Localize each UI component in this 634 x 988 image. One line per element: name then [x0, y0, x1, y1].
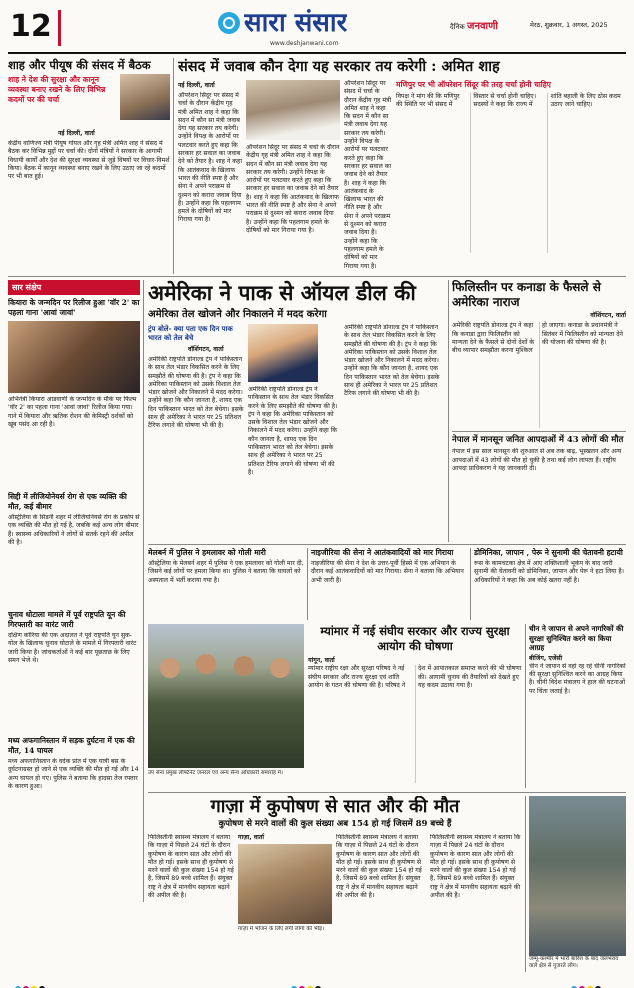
- brief-headline: मध्य अफगानिस्तान में सड़क दुर्घटना में एक की मौत, 14 घायल: [8, 736, 135, 755]
- body: ऑस्ट्रेलिया के मेलबर्न शहर में पुलिस ने एक हमलावर को गोली मार दी, जिसने कई लोगों पर हमला किया था। पुलिस ने बताया कि घायलों को अस्पताल में भर्ती कराया गया है।: [148, 560, 304, 584]
- story-myanmar: [308, 624, 522, 788]
- byline: वॉशिंगटन, वार्ता: [188, 346, 224, 353]
- headline: मेलबर्न में पुलिस ने हमलावर को गोली मारी: [148, 548, 266, 557]
- row-rule: [148, 792, 626, 793]
- subheadline: कुपोषण से मरने वालों की कुल संख्या अब 154 हो गई जिसमें 89 बच्चे हैं: [218, 819, 452, 829]
- nepal-headline: नेपाल में मानसून जनित आपदाओं में 43 लोगों की मौत: [452, 435, 624, 446]
- section-logo-icon: [218, 12, 240, 34]
- body: केंद्रीय वाणिज्य मंत्री पीयूष गोयल और गृह मंत्री अमित शाह ने संसद में बैठक कर विभिन्न मुद्दों पर चर्चा की। दोनों मंत्रियों ने सरकार के आगामी विधायी कार्यों और देश की सुरक्षा व्यवस्था से जुड़े विषयों पर विचार-विमर्श किया। बैठक में कानून व्यवस्था बनाए रखने के लिए उठाए जा रहे कदमों पर भी बात हुई।: [8, 140, 170, 181]
- story-canada-palestine: [452, 280, 626, 542]
- photo-donald-trump: [248, 324, 318, 382]
- story-shah-piyush: [8, 58, 170, 274]
- photo-kiara-advani: [8, 321, 140, 393]
- caption-army: उप सेना प्रमुख लेफ्टिनेंट जनरल एवं अन्य सैन्य अधिकारी समारोह में।: [148, 770, 283, 776]
- story-us-pak-oil: [148, 280, 444, 542]
- print-registration-marks: [0, 974, 634, 988]
- sidebar-briefs: [8, 280, 140, 902]
- body: म्यांमार राष्ट्रीय रक्षा और सुरक्षा परिषद ने नई संघीय सरकार और राज्य सुरक्षा एवं शांति आयोग के गठन की घोषणा की है। परिषद ने देश में आपातकाल समाप्त करने की भी घोषणा की। आगामी चुनाव की तैयारियों को देखते हुए यह कदम उठाया गया है।: [308, 665, 522, 689]
- headline: गाज़ा में कुपोषण से सात और की मौत: [210, 796, 460, 817]
- brand-name: जनवाणी: [467, 21, 498, 32]
- pull-quote: ट्रंप बोले- क्या पता एक दिन पाक भारत को तेल बेचे: [148, 324, 233, 342]
- col-rule: [173, 58, 174, 274]
- caption-flood: जम्मू-कश्मीर में भारी बारिश के बाद जलभराव वाले क्षेत्र से गुजरते लोग।: [529, 956, 619, 969]
- byline: नई दिल्ली, वार्ता: [178, 82, 215, 89]
- brief-body: अभिनेत्री कियारा आडवाणी के जन्मदिन के मौके पर फिल्म 'वॉर 2' का पहला गाना 'आवां जावां' रिलीज किया गया। गाने में कियारा और ऋतिक रोशन की केमिस्ट्री दर्शकों को खूब पसंद आ रही है।: [8, 396, 137, 428]
- photo-flood: [529, 796, 626, 956]
- page-number: 12: [10, 12, 52, 42]
- brief-body: ऑस्ट्रेलिया के सिडनी शहर में लीजियोनेयर्स रोग के प्रकोप से एक व्यक्ति की मौत हो गई है, जबकि कई अन्य लोग बीमार हैं। स्वास्थ्य अधिकारियों ने लोगों से सतर्क रहने की अपील की है।: [8, 514, 140, 546]
- website-url[interactable]: www.deshjanwani.com: [270, 40, 339, 47]
- body: अमेरिकी राष्ट्रपति डोनाल्ड ट्रंप ने कहा कि कनाडा द्वारा फिलिस्तीन को मान्यता देने के फैसले से दोनों देशों के बीच व्यापार समझौता करना मुश्किल हो जाएगा। कनाडा के प्रधानमंत्री ने सितंबर में फिलिस्तीन को मान्यता देने की योजना की घोषणा की है।: [452, 322, 623, 355]
- masthead: [0, 0, 634, 54]
- col-rule: [470, 548, 471, 620]
- brief-headline: कियारा के जन्मदिन पर रिलीज हुआ 'वॉर 2' का पहला गाना 'आवां जावां': [8, 298, 140, 317]
- headline: फिलिस्तीन पर कनाडा के फैसले से अमेरिका नाराज: [452, 280, 601, 309]
- inner-rule: [452, 431, 626, 432]
- headline: म्यांमार में नई संघीय सरकार और राज्य सुरक्षा आयोग की घोषणा: [320, 624, 510, 653]
- body-col3: ऑपरेशन सिंदूर पर संसद में चर्चा के दौरान केंद्रीय गृह मंत्री अमित शाह ने कहा कि सदन में कौन सा मंत्री जवाब देगा यह सरकार तय करेगी। उन्होंने विपक्ष के आरोपों पर पलटवार करते हुए कहा कि सरकार हर सवाल का जवाब देने को तैयार है। शाह ने कहा कि आतंकवाद के खिलाफ भारत की नीति स्पष्ट है और सेना ने अपने पराक्रम से दुश्मन को करारा जवाब दिया है। उन्होंने कहा कि पहलगाम हमले के दोषियों को मार गिराया गया है।: [344, 80, 392, 270]
- byline: नई दिल्ली, वार्ता: [58, 130, 95, 137]
- story-nigeria: [311, 548, 467, 620]
- headline: चीन ने जापान से अपने नागरिकों की सुरक्षा सुनिश्चित करने का किया आग्रह: [529, 624, 624, 652]
- story-tsunami: [474, 548, 626, 620]
- section-rule: [8, 276, 626, 277]
- col-rule: [525, 624, 526, 788]
- brief-headline: सिद्दी में लीजियोनेयर्स रोग से एक व्यक्ति की मौत, कई बीमार: [8, 492, 127, 511]
- masthead-rule: [8, 52, 626, 54]
- brand: [450, 18, 498, 32]
- story-china-japan: [529, 624, 626, 788]
- body-col1: ऑपरेशन सिंदूर पर संसद में चर्चा के दौरान केंद्रीय गृह मंत्री अमित शाह ने कहा कि सदन में कौन सा मंत्री जवाब देगा यह सरकार तय करेगी। उन्होंने विपक्ष के आरोपों पर पलटवार करते हुए कहा कि सरकार हर सवाल का जवाब देने को तैयार है। शाह ने कहा कि आतंकवाद के खिलाफ भारत की नीति स्पष्ट है और सेना ने अपने पराक्रम से दुश्मन को करारा जवाब दिया है। उन्होंने कहा कि पहलगाम हमले के दोषियों को मार गिराया गया है।: [178, 92, 242, 224]
- brief-body: मध्य अफगानिस्तान के वर्दक प्रांत में एक यात्री बस के दुर्घटनाग्रस्त हो जाने से एक व्यक्ति की मौत हो गई और 14 अन्य घायल हो गए। पुलिस ने बताया कि हादसा तेज रफ्तार के कारण हुआ।: [8, 758, 139, 790]
- photo-amit-shah: [246, 80, 340, 140]
- col-rule: [307, 548, 308, 620]
- brand-prefix: दैनिक: [450, 23, 465, 31]
- photo-piyush-goyal: [120, 74, 170, 120]
- lead-box: [396, 80, 622, 272]
- photo-army-officers: [148, 624, 304, 768]
- subheadline: अमेरिका तेल खोजने और निकालने में मदद करेगा: [148, 309, 327, 320]
- byline: बीजिंग, एजेंसी: [529, 654, 563, 662]
- brief-headline: चुनाव धोटाला मामले में पूर्व राष्ट्रपति यून की गिरफ्तारी का वारंट जारी: [8, 610, 126, 629]
- box-body: विपक्ष ने मांग की कि मणिपुर की स्थिति पर भी संसद में विस्तार से चर्चा होनी चाहिए। सदस्यों ने कहा कि राज्य में शांति बहाली के लिए ठोस कदम उठाए जाने चाहिए।: [396, 93, 621, 109]
- byline: वॉशिंगटन, वार्ता: [590, 312, 626, 319]
- brief-body: दक्षिण कोरिया की एक अदालत ने पूर्व राष्ट्रपति यून सुक-योल के खिलाफ चुनाव घोटाले के मामले में गिरफ्तारी वारंट जारी किया है। जांचकर्ताओं ने कई बार पूछताछ के लिए समन भेजे थे।: [8, 632, 137, 664]
- body-col2: अमेरिकी राष्ट्रपति डोनाल्ड ट्रंप ने पाकिस्तान के साथ तेल भंडार विकसित करने के लिए समझौते की घोषणा की है। ट्रंप ने कहा कि अमेरिका पाकिस्तान को उसके विशाल तेल भंडार खोजने और निकालने में मदद करेगा। उन्होंने कहा कि कौन जानता है, शायद एक दिन पाकिस्तान भारत को तेल बेचेगा। इसके साथ ही अमेरिका ने भारत पर 25 प्रतिशत टैरिफ लगाने की घोषणा भी की है।: [248, 386, 338, 476]
- row-rule: [148, 544, 626, 545]
- col-rule: [525, 796, 526, 972]
- story-gaza: [148, 796, 522, 972]
- caption-gaza: गाज़ा में भोजन के लिए लगी लोगों की भीड़।: [238, 926, 325, 932]
- dateline: मेरठ, शुक्रवार, 1 अगस्त, 2025: [530, 21, 608, 29]
- headline: डोमिनिका, जापान , पेरू ने सुनामी की चेतावनी हटायी: [474, 548, 623, 557]
- body: रूस के कामचटका क्षेत्र में आए शक्तिशाली भूकंप के बाद जारी सुनामी की चेतावनी को डोमिनिका, जापान और पेरू ने हटा लिया है। अधिकारियों ने कहा कि अब कोई खतरा नहीं है।: [474, 560, 624, 584]
- section-title: सारा संसार: [244, 8, 348, 38]
- body-col3: फिलिस्तीनी स्वास्थ्य मंत्रालय ने बताया कि गाज़ा में पिछले 24 घंटों के दौरान कुपोषण के कारण सात और लोगों की मौत हो गई। इसके साथ ही कुपोषण से मरने वालों की कुल संख्या 154 हो गई है, जिसमें 89 बच्चे शामिल हैं। संयुक्त राष्ट्र ने क्षेत्र में मानवीय सहायता बढ़ाने की अपील की है।: [430, 834, 521, 900]
- headline: शाह और पीयूष की संसद में बैठक: [8, 58, 151, 72]
- body-col2: फिलिस्तीनी स्वास्थ्य मंत्रालय ने बताया कि गाज़ा में पिछले 24 घंटों के दौरान कुपोषण के कारण सात और लोगों की मौत हो गई। इसके साथ ही कुपोषण से मरने वालों की कुल संख्या 154 हो गई है, जिसमें 89 बच्चे शामिल हैं। संयुक्त राष्ट्र ने क्षेत्र में मानवीय सहायता बढ़ाने की अपील की है।: [336, 834, 422, 900]
- sidebar-label: सार संक्षेप: [8, 280, 140, 295]
- photo-gaza-crowd: [238, 844, 332, 924]
- page-number-bar: [58, 10, 61, 46]
- story-amit-shah: [178, 58, 626, 274]
- byline: गाज़ा, वार्ता: [238, 834, 264, 841]
- headline: संसद में जवाब कौन देगा यह सरकार तय करेगी : अमित शाह: [178, 58, 500, 75]
- col-rule: [448, 280, 449, 542]
- body: चीन ने जापान से वहां रह रहे चीनी नागरिकों की सुरक्षा सुनिश्चित करने का आग्रह किया है। चीनी विदेश मंत्रालय ने हाल की घटनाओं पर चिंता जताई है।: [529, 662, 626, 695]
- headline: अमेरिका ने पाक से ऑयल डील की: [148, 280, 416, 305]
- headline: नाइजीरिया की सेना ने आतंकवादियों को मार गिराया: [311, 548, 454, 557]
- body-col1: अमेरिकी राष्ट्रपति डोनाल्ड ट्रंप ने पाकिस्तान के साथ तेल भंडार विकसित करने के लिए समझौते की घोषणा की है। ट्रंप ने कहा कि अमेरिका पाकिस्तान को उसके विशाल तेल भंडार खोजने और निकालने में मदद करेगा। उन्होंने कहा कि कौन जानता है, शायद एक दिन पाकिस्तान भारत को तेल बेचेगा। इसके साथ ही अमेरिका ने भारत पर 25 प्रतिशत टैरिफ लगाने की घोषणा भी की है।: [148, 356, 244, 430]
- box-headline: मणिपुर पर भी ऑपरेशन सिंदूर की तरह चर्चा होनी चाहिए: [396, 80, 551, 89]
- col-rule: [143, 280, 144, 902]
- subheadline: शाह ने देश की सुरक्षा और कानून व्यवस्था बनाए रखने के लिए विभिन्न कदमों पर की चर्चा: [8, 75, 106, 104]
- body-col1: फिलिस्तीनी स्वास्थ्य मंत्रालय ने बताया कि गाज़ा में पिछले 24 घंटों के दौरान कुपोषण के कारण सात और लोगों की मौत हो गई। इसके साथ ही कुपोषण से मरने वालों की कुल संख्या 154 हो गई है, जिसमें 89 बच्चे शामिल हैं। संयुक्त राष्ट्र ने क्षेत्र में मानवीय सहायता बढ़ाने की अपील की है।: [148, 834, 234, 900]
- body-col3: अमेरिकी राष्ट्रपति डोनाल्ड ट्रंप ने पाकिस्तान के साथ तेल भंडार विकसित करने के लिए समझौते की घोषणा की है। ट्रंप ने कहा कि अमेरिका पाकिस्तान को उसके विशाल तेल भंडार खोजने और निकालने में मदद करेगा। उन्होंने कहा कि कौन जानता है, शायद एक दिन पाकिस्तान भारत को तेल बेचेगा। इसके साथ ही अमेरिका ने भारत पर 25 प्रतिशत टैरिफ लगाने की घोषणा भी की है।: [344, 324, 440, 398]
- body-col2: ऑपरेशन सिंदूर पर संसद में चर्चा के दौरान केंद्रीय गृह मंत्री अमित शाह ने कहा कि सदन में कौन सा मंत्री जवाब देगा यह सरकार तय करेगी। उन्होंने विपक्ष के आरोपों पर पलटवार करते हुए कहा कि सरकार हर सवाल का जवाब देने को तैयार है। शाह ने कहा कि आतंकवाद के खिलाफ भारत की नीति स्पष्ट है और सेना ने अपने पराक्रम से दुश्मन को करारा जवाब दिया है। उन्होंने कहा कि पहलगाम हमले के दोषियों को मार गिराया गया है।: [246, 144, 340, 234]
- nepal-body: नेपाल में इस साल मानसून की शुरुआत से अब तक बाढ़, भूस्खलन और अन्य आपदाओं में 43 लोगों की मौत हो चुकी है तथा कई लोग लापता हैं। राष्ट्रीय आपदा प्राधिकरण ने यह जानकारी दी।: [452, 448, 622, 472]
- body: नाइजीरिया की सेना ने देश के उत्तर-पूर्वी हिस्से में एक अभियान के दौरान कई आतंकवादियों को मार गिराया। सेना ने बताया कि अभियान अभी जारी है।: [311, 560, 464, 584]
- story-melbourne: [148, 548, 304, 620]
- byline: यांगून, वार्ता: [308, 657, 335, 664]
